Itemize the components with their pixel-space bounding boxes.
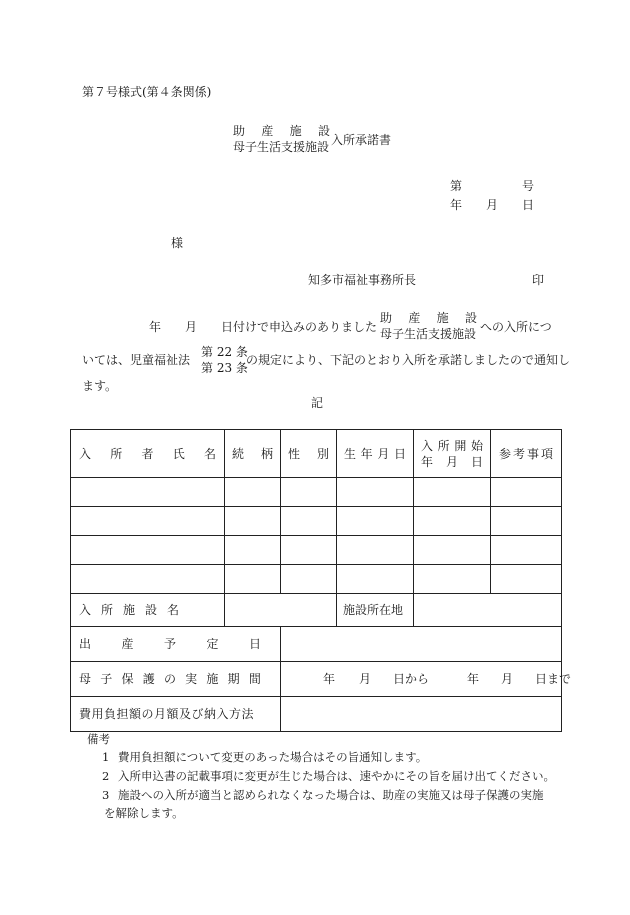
doc-number-suffix: 号 xyxy=(522,179,535,193)
entry-cell[interactable] xyxy=(225,478,281,507)
entry-cell[interactable] xyxy=(491,536,562,565)
header-birth-cell xyxy=(337,430,414,478)
header-relation: 続 柄 xyxy=(232,447,273,461)
entry-cell[interactable] xyxy=(414,507,491,536)
table-header-row xyxy=(71,430,562,478)
due-date-row xyxy=(71,627,562,662)
period-to-month: 月 xyxy=(501,672,514,686)
period-from-day: 日から xyxy=(393,672,430,686)
remark-2-num: 2 xyxy=(102,769,110,783)
date-month: 月 xyxy=(486,198,499,212)
entry-cell[interactable] xyxy=(414,565,491,594)
remark-2-text: 入所申込書の記載事項に変更が生じた場合は、速やかにその旨を届け出てください。 xyxy=(118,769,555,783)
table-row xyxy=(71,507,562,536)
entry-cell[interactable] xyxy=(491,478,562,507)
table-row xyxy=(71,536,562,565)
protection-period-value[interactable] xyxy=(281,662,572,697)
doc-number-prefix: 第 xyxy=(450,179,463,193)
entry-cell[interactable] xyxy=(414,478,491,507)
entry-cell[interactable] xyxy=(337,565,414,594)
admission-table xyxy=(70,429,572,732)
protection-period-row xyxy=(71,662,562,697)
remarks-title: 備考 xyxy=(87,732,110,746)
entry-cell[interactable] xyxy=(414,536,491,565)
header-start-line1: 入 所 開 始 xyxy=(421,439,483,453)
facility-address-label-cell xyxy=(337,594,414,627)
title-facility-line2: 母子生活支援施設 xyxy=(233,140,330,154)
period-from-month: 月 xyxy=(359,672,372,686)
due-date-label-cell xyxy=(71,627,281,662)
body-date-month: 月 xyxy=(185,320,198,334)
entry-cell[interactable] xyxy=(337,478,414,507)
fee-label-cell xyxy=(71,697,281,732)
entry-cell[interactable] xyxy=(71,478,225,507)
sender-name: 知多市福祉事務所長 xyxy=(308,273,417,287)
body-line2-prefix: いては、児童福祉法 xyxy=(82,353,191,367)
entry-cell[interactable] xyxy=(281,507,337,536)
header-notes: 参 考 事 項 xyxy=(499,447,553,461)
entry-cell[interactable] xyxy=(71,565,225,594)
entry-cell[interactable] xyxy=(71,507,225,536)
facility-name-label: 入 所 施 設 名 xyxy=(79,603,179,617)
header-birth: 生 年 月 日 xyxy=(344,447,406,461)
facility-name-value[interactable] xyxy=(225,594,337,627)
facility-address-label: 施設所在地 xyxy=(343,603,404,617)
remark-1-text: 費用負担額について変更のあった場合はその旨通知します。 xyxy=(118,750,428,764)
date-year: 年 xyxy=(450,198,463,212)
entry-cell[interactable] xyxy=(491,565,562,594)
title-facility-options xyxy=(233,125,330,153)
body-facility-options xyxy=(380,312,477,340)
fee-label: 費用負担額の月額及び納入方法 xyxy=(79,707,255,721)
entry-cell[interactable] xyxy=(281,536,337,565)
body-date-year: 年 xyxy=(149,320,162,334)
entry-cell[interactable] xyxy=(225,536,281,565)
table-row xyxy=(71,565,562,594)
remark-1-num: 1 xyxy=(102,750,110,764)
body-article-1: 第 22 条 xyxy=(201,345,248,359)
body-after-facility: への入所につ xyxy=(480,320,552,334)
header-gender-cell xyxy=(281,430,337,478)
title-facility-line1: 助 産 施 設 xyxy=(233,124,330,138)
header-notes-cell xyxy=(491,430,562,478)
entry-cell[interactable] xyxy=(337,507,414,536)
entry-cell[interactable] xyxy=(337,536,414,565)
period-to-day: 日まで xyxy=(535,672,572,686)
protection-period-label-cell xyxy=(71,662,281,697)
period-from-year: 年 xyxy=(323,672,336,686)
entry-cell[interactable] xyxy=(225,565,281,594)
remark-3-num: 3 xyxy=(102,788,110,802)
due-date-label: 出 産 予 定 日 xyxy=(79,637,261,651)
ki-heading: 記 xyxy=(311,396,324,410)
facility-row xyxy=(71,594,562,627)
body-line3: ます。 xyxy=(82,379,118,393)
body-facility-line1: 助 産 施 設 xyxy=(380,311,477,325)
body-facility-line2: 母子生活支援施設 xyxy=(380,327,477,341)
entry-cell[interactable] xyxy=(281,565,337,594)
addressee-suffix: 様 xyxy=(171,236,184,250)
seal-mark: 印 xyxy=(532,273,545,287)
header-name-cell xyxy=(71,430,225,478)
facility-name-label-cell xyxy=(71,594,225,627)
header-relation-cell xyxy=(225,430,281,478)
remark-3-text: 施設への入所が適当と認められなくなった場合は、助産の実施又は母子保護の実施 xyxy=(118,788,544,802)
body-line2-suffix: の規定により、下記のとおり入所を承諾しましたので通知し xyxy=(246,353,571,367)
entry-cell[interactable] xyxy=(225,507,281,536)
body-date-day-text: 日付けで申込みのありました xyxy=(221,320,378,334)
table-row xyxy=(71,478,562,507)
header-start-cell xyxy=(414,430,491,478)
entry-cell[interactable] xyxy=(281,478,337,507)
fee-value[interactable] xyxy=(281,697,562,732)
fee-row xyxy=(71,697,562,732)
entry-cell[interactable] xyxy=(491,507,562,536)
title-suffix: 入所承諾書 xyxy=(331,133,392,147)
period-to-year: 年 xyxy=(467,672,480,686)
entry-cell[interactable] xyxy=(71,536,225,565)
remark-3-continuation: を解除します。 xyxy=(104,806,184,820)
protection-period-label: 母 子 保 護 の 実 施 期 間 xyxy=(79,672,261,686)
body-article-2: 第 23 条 xyxy=(201,361,248,375)
form-number: 第７号様式(第４条関係) xyxy=(82,85,212,99)
date-day: 日 xyxy=(522,198,535,212)
due-date-value[interactable] xyxy=(281,627,562,662)
facility-address-value[interactable] xyxy=(414,594,562,627)
header-start-line2: 年 月 日 xyxy=(421,455,483,469)
header-name: 入 所 者 氏 名 xyxy=(79,447,216,461)
header-gender: 性 別 xyxy=(288,447,329,461)
